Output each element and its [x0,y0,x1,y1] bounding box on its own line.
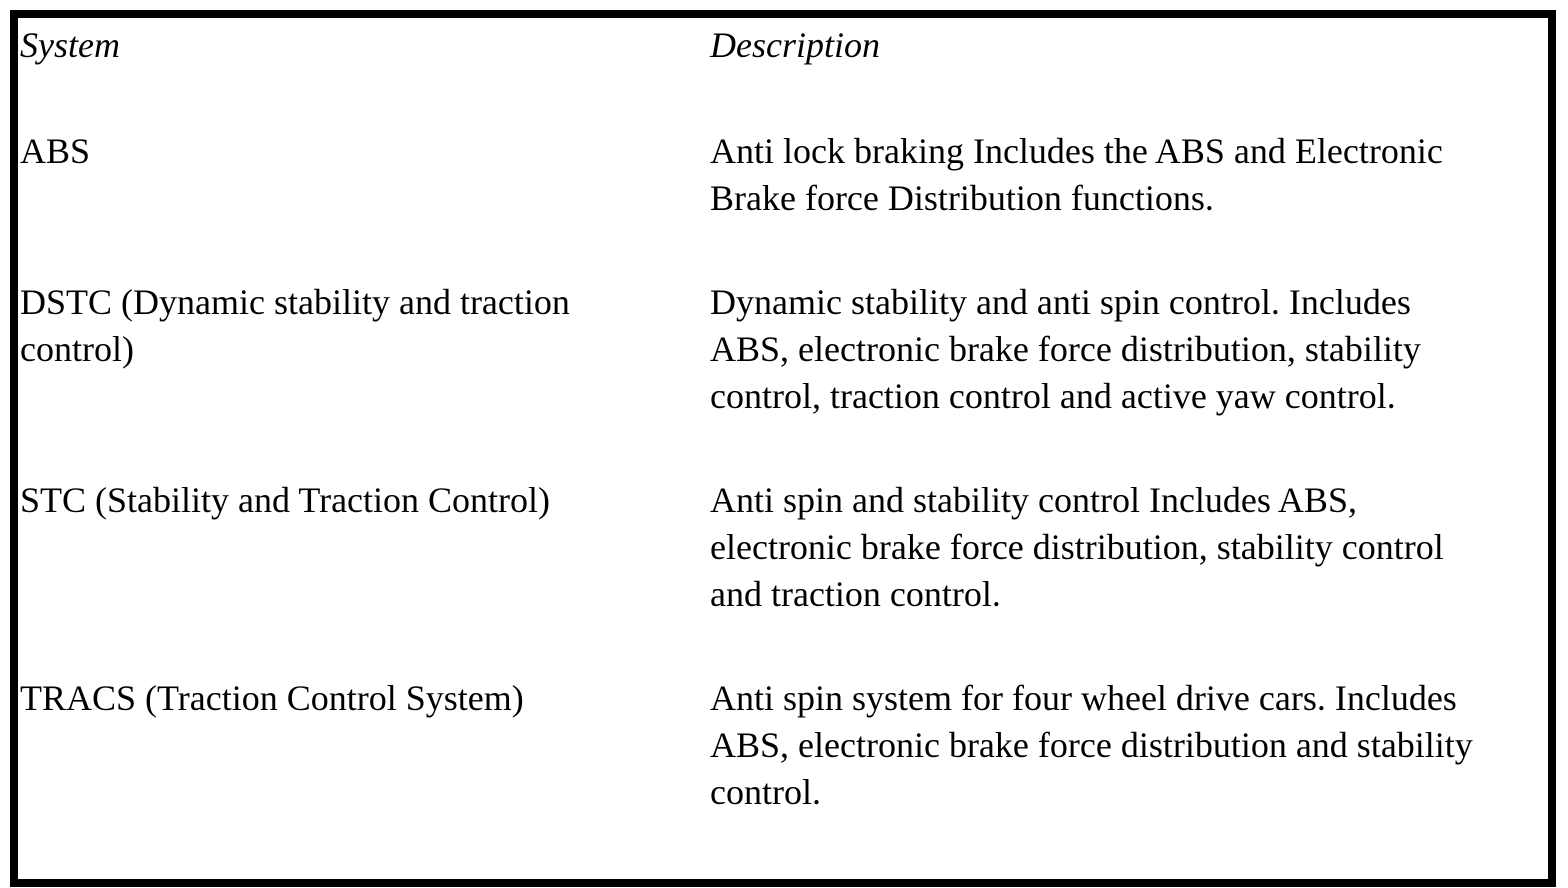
header-description: Description [710,25,880,65]
row-tracs-system: TRACS (Traction Control System) [20,678,524,718]
systems-table [10,10,1556,887]
row-dstc-description: Dynamic stability and anti spin control. Includes ABS, electronic brake force distribution, stability control, traction control and active yaw control. [710,282,1421,416]
row-tracs-description: Anti spin system for four wheel drive cars. Includes ABS, electronic brake force distribution and stability control. [710,678,1473,812]
header-system: System [20,25,120,65]
row-abs-system: ABS [20,131,91,171]
row-stc-system: STC (Stability and Traction Control) [20,480,551,520]
row-stc-description: Anti spin and stability control Includes ABS, electronic brake force distribution, stability control and traction control. [710,480,1444,614]
row-dstc-system: DSTC (Dynamic stability and traction control) [20,282,570,369]
row-abs-description: Anti lock braking Includes the ABS and Electronic Brake force Distribution functions. [710,131,1443,218]
